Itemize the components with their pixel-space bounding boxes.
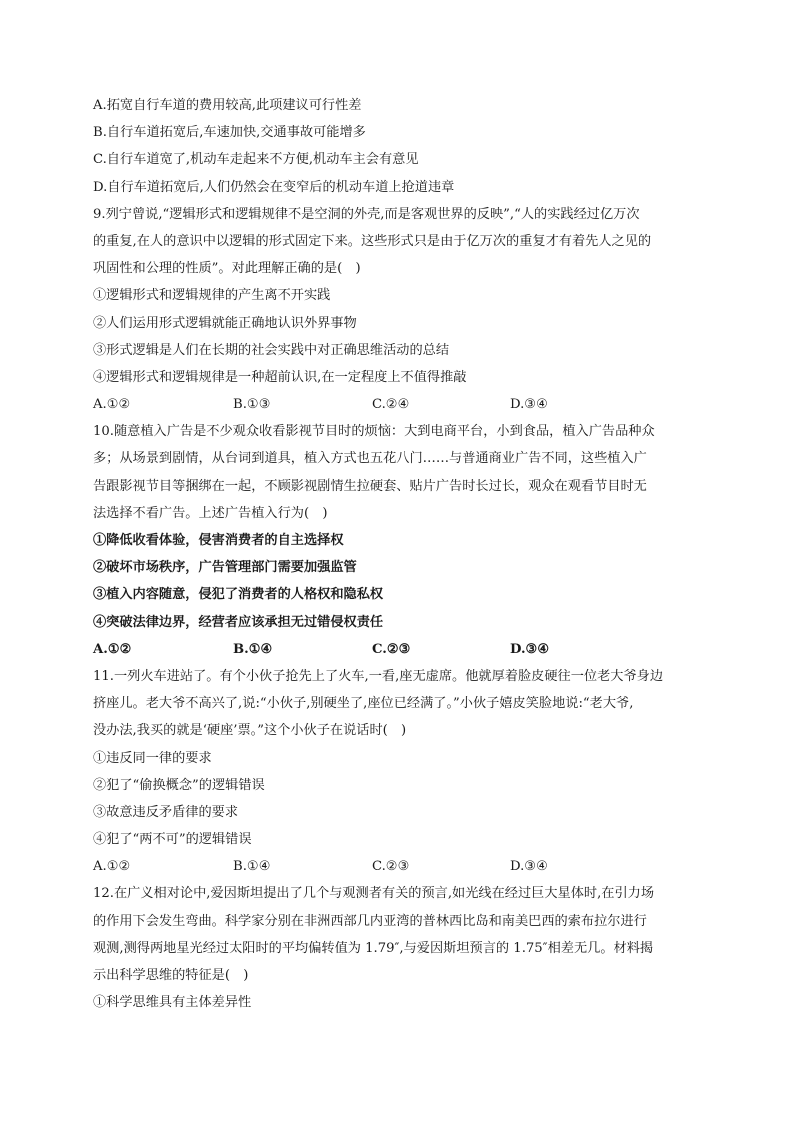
page-content — [93, 92, 705, 1016]
q11-choice-a: A.①② — [93, 859, 131, 875]
q10-stem-line: 10.随意植入广告是不少观众收看影视节目时的烦恼：大到电商平台，小到食品，植入广告品种众 — [93, 424, 655, 440]
q11-choice-c: C.②③ — [372, 859, 410, 875]
q10-choice-a: A.①② — [93, 641, 132, 657]
q11-statement-1: ①违反同一律的要求 — [93, 750, 212, 766]
q12-stem-line: 观测,测得两地星光经过太阳时的平均偏转值为 1.79″,与爱因斯坦预言的 1.75″相差无几。材料揭 — [93, 940, 654, 956]
q9-stem-line: 9.列宁曾说,“逻辑形式和逻辑规律不是空洞的外壳,而是客观世界的反映”,“人的实践经过亿万次 — [93, 206, 640, 222]
q9-choice-b: B.①③ — [233, 397, 271, 413]
q9-choice-d: D.③④ — [510, 397, 548, 413]
q9-choices — [93, 391, 705, 418]
q11-choice-b: B.①④ — [233, 859, 271, 875]
q11-stem-line: 挤座儿。老大爷不高兴了,说:“小伙子,别硬坐了,座位已经满了。”小伙子嬉皮笑脸地说:“老大爷, — [93, 696, 634, 712]
q10-choice-d: D.③④ — [510, 641, 550, 657]
q8-option-a: A.拓宽自行车道的费用较高,此项建议可行性差 — [93, 98, 362, 113]
q12-statement-1: ①科学思维具有主体差异性 — [93, 995, 252, 1011]
q9-statement-1: ①逻辑形式和逻辑规律的产生离不开实践 — [93, 288, 331, 304]
q10-statement-2: ②破坏市场秩序，广告管理部门需要加强监管 — [93, 560, 357, 576]
q8-option-d: D.自行车道拓宽后,人们仍然会在变窄后的机动车道上抢道违章 — [93, 179, 455, 195]
q11-statement-3: ③故意违反矛盾律的要求 — [93, 804, 239, 820]
q10-statement-3: ③植入内容随意，侵犯了消费者的人格权和隐私权 — [93, 587, 384, 603]
q10-statement-4: ④突破法律边界，经营者应该承担无过错侵权责任 — [93, 614, 384, 630]
q11-statement-4: ④犯了“两不可”的逻辑错误 — [93, 832, 252, 848]
q10-stem-line: 告跟影视节目等捆绑在一起，不顾影视剧情生拉硬套、贴片广告时长过长，观众在观看节目时无 — [93, 478, 647, 494]
q10-stem-line: 多；从场景到剧情，从台词到道具，植入方式也五花八门……与普通商业广告不同，这些植入广 — [93, 451, 647, 467]
q9-statement-4: ④逻辑形式和逻辑规律是一种超前认识,在一定程度上不值得推敲 — [93, 369, 467, 385]
q11-stem-line: 没办法,我买的就是‘硬座’票。”这个小伙子在说话时( ) — [93, 723, 407, 739]
q10-statement-1: ①降低收看体验，侵害消费者的自主选择权 — [93, 533, 344, 548]
q9-statement-3: ③形式逻辑是人们在长期的社会实践中对正确思维活动的总结 — [93, 342, 450, 358]
q8-option-c: C.自行车道宽了,机动车走起来不方便,机动车主会有意见 — [93, 152, 419, 168]
q9-statement-2: ②人们运用形式逻辑就能正确地认识外界事物 — [93, 315, 357, 331]
q11-stem-line: 11.一列火车进站了。有个小伙子抢先上了火车,一看,座无虚席。他就厚着脸皮硬往一位老大爷身边 — [93, 668, 664, 684]
q9-stem-line: 的重复,在人的意识中以逻辑的形式固定下来。这些形式只是由于亿万次的重复才有着先人之见的 — [93, 233, 652, 249]
q10-choice-b: B.①④ — [233, 641, 273, 657]
q11-choice-d: D.③④ — [510, 859, 548, 875]
q10-stem-line: 法选择不看广告。上述广告植入行为( ) — [93, 505, 328, 521]
q9-choice-a: A.①② — [93, 397, 131, 413]
q10-choice-c: C.②③ — [372, 641, 411, 657]
q11-choices — [93, 853, 705, 880]
q9-choice-c: C.②④ — [372, 397, 410, 413]
q9-stem-line: 巩固性和公理的性质”。对此理解正确的是( ) — [93, 261, 361, 277]
q8-option-b: B.自行车道拓宽后,车速加快,交通事故可能增多 — [93, 125, 366, 141]
q10-choices — [93, 636, 705, 663]
q12-stem-line: 的作用下会发生弯曲。科学家分别在非洲西部几内亚湾的普林西比岛和南美巴西的索布拉尔进行 — [93, 913, 647, 929]
q12-stem-line: 12.在广义相对论中,爱因斯坦提出了几个与观测者有关的预言,如光线在经过巨大星体时,在引力场 — [93, 886, 655, 902]
q11-statement-2: ②犯了“偷换概念”的逻辑错误 — [93, 777, 265, 793]
q12-stem-line: 示出科学思维的特征是( ) — [93, 968, 249, 983]
